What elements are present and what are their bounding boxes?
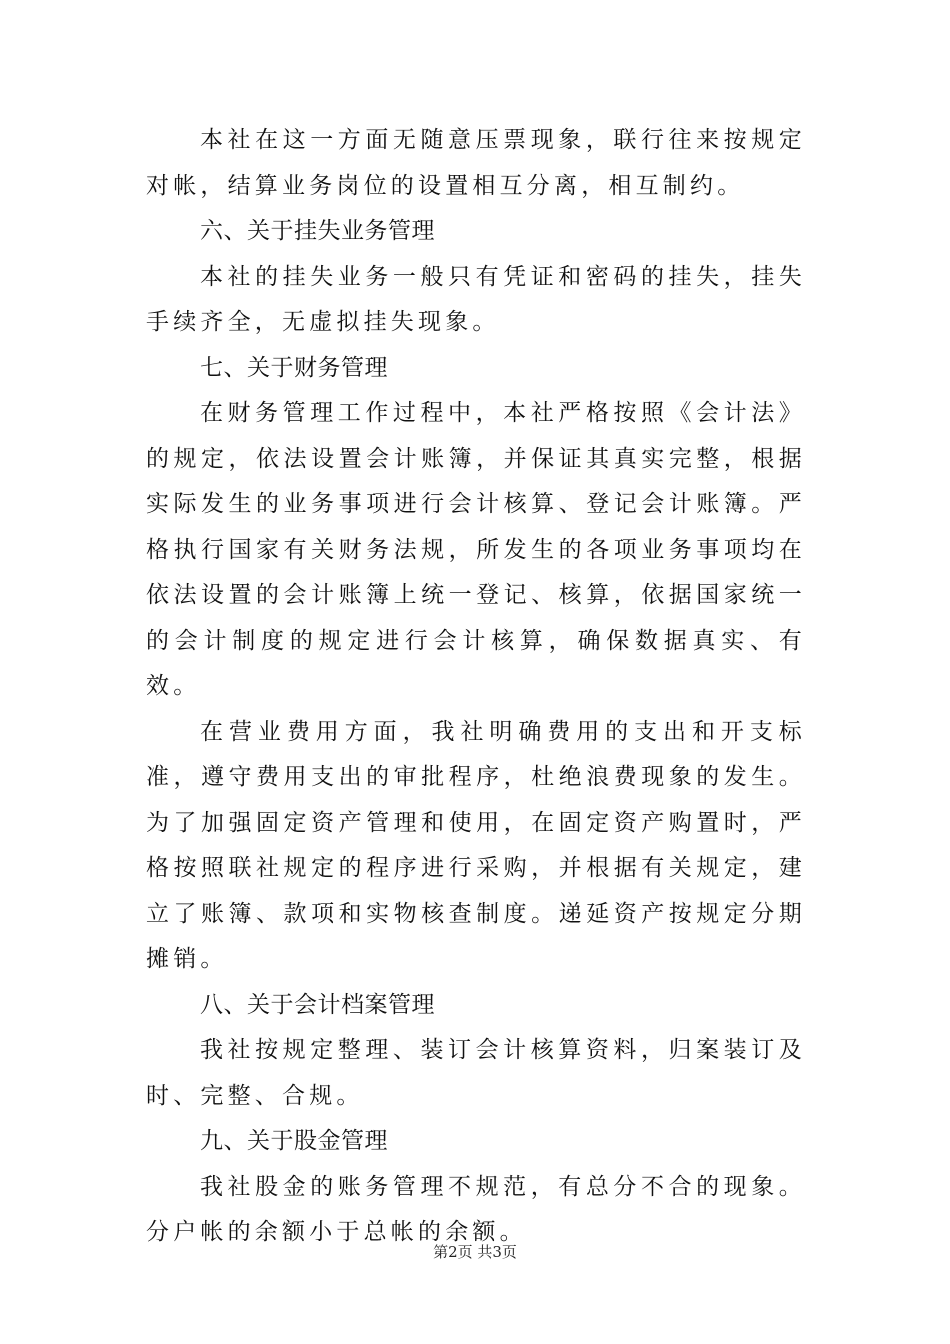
paragraph: 我社股金的账务管理不规范，有总分不合的现象。分户帐的余额小于总帐的余额。 [146, 1173, 806, 1245]
section-heading: 六、关于挂失业务管理 [200, 218, 435, 244]
paragraph: 本社的挂失业务一般只有凭证和密码的挂失，挂失手续齐全，无虚拟挂失现象。 [146, 263, 806, 335]
page-number-footer: 第2页 共3页 [433, 1243, 517, 1261]
section-heading: 八、关于会计档案管理 [200, 991, 435, 1018]
paragraph: 我社按规定整理、装订会计核算资料，归案装订及时、完整、合规。 [146, 1037, 806, 1109]
paragraph: 在营业费用方面，我社明确费用的支出和开支标准，遵守费用支出的审批程序，杜绝浪费现象的发生。为了加强固定资产管理和使用，在固定资产购置时，严格按照联社规定的程序进行采购，并根据有关规定，建立了账簿、款项和实物核查制度。递延资产按规定分期摊销。 [146, 718, 806, 972]
section-heading: 七、关于财务管理 [200, 354, 388, 381]
paragraph: 在财务管理工作过程中，本社严格按照《会计法》的规定，依法设置会计账簿，并保证其真实完整，根据实际发生的业务事项进行会计核算、登记会计账簿。严格执行国家有关财务法规，所发生的各项业务事项均在依法设置的会计账簿上统一登记、核算，依据国家统一的会计制度的规定进行会计核算，确保数据真实、有效。 [146, 400, 806, 699]
paragraph: 本社在这一方面无随意压票现象，联行往来按规定对帐，结算业务岗位的设置相互分离，相互制约。 [146, 127, 806, 199]
section-heading: 九、关于股金管理 [200, 1128, 388, 1154]
document-body [146, 118, 806, 1256]
